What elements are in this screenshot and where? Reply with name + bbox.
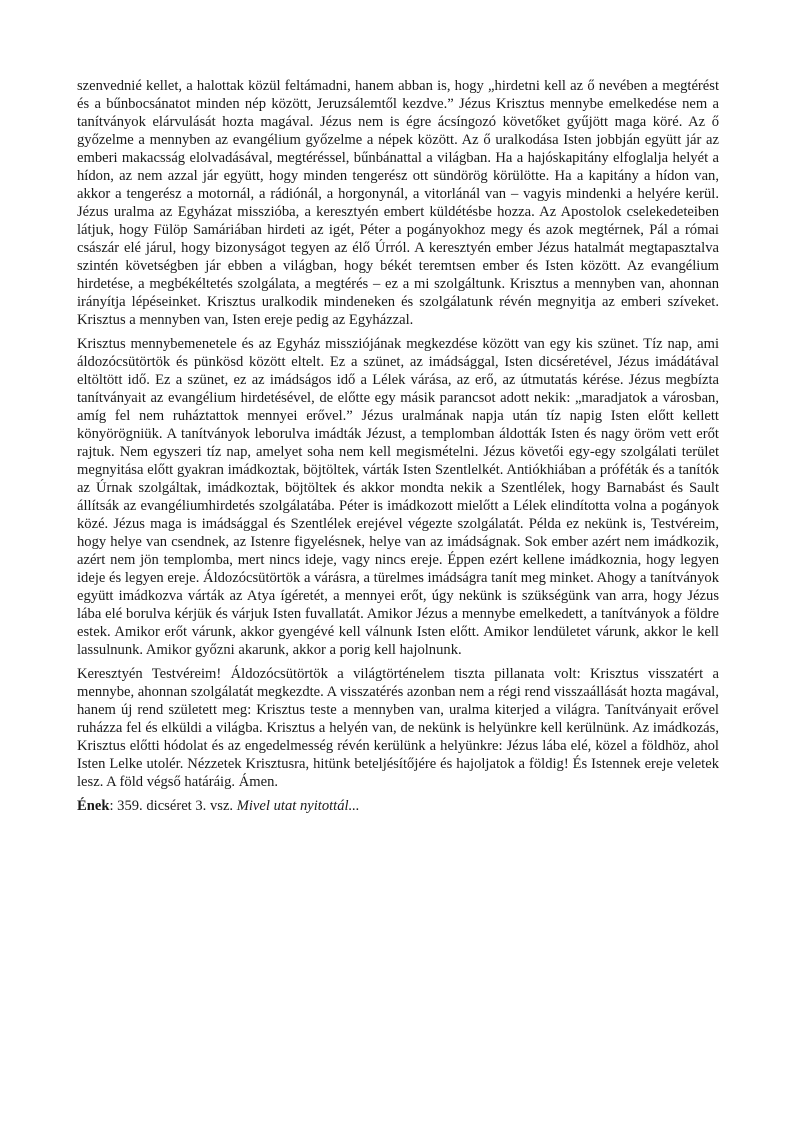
paragraph-pause-prayer: Krisztus mennybemenetele és az Egyház missziójának megkezdése között van egy kis szünet. Tíz nap, ami áldozócsütörtök és pünkösd között eltelt. Ez a szünet, az imádsággal, Isten dicséretével, Jézus imádátával eltöltött idő. Ez a szünet, ez az imádságos idő a Lélek várása, az erő, az útmutatás kérése. Jézus megbízta tanítványait az evangélium hirdetésével, de előtte egy másik parancsot adott nekik: „maradjatok a városban, amíg fel nem ruháztattok mennyei erővel.” Jézus uralmának napja után tíz napig Isten előtt kellett könyörögniük. A tanítványok leborulva imádták Jézust, a templomban áldották Isten és nagy öröm vett erőt rajtuk. Nem egyszeri tíz nap, amelyet soha nem kell megismételni. Jézus követői egy-egy szolgálati terület megnyitása előtt gyakran imádkoztak, böjtöltek, várták Isten Szentlelkét. Antiókhiában a próféták és a tanítók az Úrnak szolgáltak, imádkoztak, böjtöltek és akkor mondta nekik a Szentlélek, hogy Barnabást és Sault állítsák az evangéliumhirdetés szolgálatába. Péter is imádkozott mielőtt a Lélek elindította volna a pogányok közé. Jézus maga is imádsággal és Szentlélek erejével végezte szolgálatát. Példa ez nekünk is, Testvéreim, hogy helye van csendnek, az Istenre figyelésnek, helye van az imádságnak. Sok ember azért nem imádkozik, azért nem jön templomba, mert nincs ideje, vagy nincs ereje. Éppen ezért kellene imádkoznia, hogy legyen ideje és legyen ereje. Áldozócsütörtök a várásra, a türelmes imádságra tanít meg minket. Ahogy a tanítványok együtt imádkozva várták az Atya ígéretét, a mennyei erőt, úgy nekünk is szükségünk van arra, hogy Jézus lába elé borulva kérjük és várjuk Isten fuvallatát. Amikor Jézus a mennybe emelkedett, a tanítványok a földre estek. Amikor erőt várunk, akkor gyengévé kell válnunk Isten előtt. Amikor lendületet várunk, akkor le kell lassulnunk. Amikor győzni akarunk, akkor a porig kell hajolnunk. <box>77 336 719 658</box>
paragraph-conclusion: Keresztyén Testvéreim! Áldozócsütörtök a világtörténelem tiszta pillanata volt: Krisztus visszatért a mennybe, ahonnan szolgálatát megkezdte. A visszatérés azonban nem a régi rend visszaállását hozta magával, hanem új rend született meg: Krisztus teste a mennyben van, uralma kiterjed a világra. Tanítványait erővel ruházza fel és elküldi a világba. Krisztus a helyén van, de nekünk is helyünkre kell kerülnünk. Az imádkozás, Krisztus előtti hódolat és az engedelmesség révén kerülünk a helyünkre: Jézus lába elé, közel a földhöz, ahol Isten Lelke utolér. Nézzetek Krisztusra, hitünk beteljésítőjére és hajoljatok a földig! És Istennek ereje veletek lesz. A föld végső határáig. Ámen. <box>77 666 719 790</box>
document-page <box>77 77 719 815</box>
paragraph-ascension-mission: szenvednié kellet, a halottak közül feltámadni, hanem abban is, hogy „hirdetni kell az ő nevében a megtérést és a bűnbocsánatot minden nép között, Jeruzsálemtől kezdve.” Jézus Krisztus mennybe emelkedése nem a tanítványok elárvulását hozta magával. Jézus nem is égre ácsíngozó követőket gyűjött maga köré. Az ő győzelme a mennyben az evangélium győzelme a népek között. Az ő uralkodása Isten jobbján együtt jár az emberi makacsság elolvadásával, megtéréssel, bűnbánattal a világban. Ha a hajóskapitány elfoglalja helyét a hídon, az nem azzal jár együtt, hogy minden tengerész ott sündörög körülötte. Ha a kapitány a hídon van, akkor a tengerész a motornál, a rádiónál, a horgonynál, a vitorlánál van – vagyis mindenki a helyére kerül. Jézus uralma az Egyházat misszióba, a keresztyén embert küldétésbe hozza. Az Apostolok cselekedeteiben látjuk, hogy Fülöp Samáriában hirdeti az igét, Péter a pogányokhoz megy és azok megtérnek, Pál a római császár elé járul, hogy bizonyságot tegyen az élő Úrról. A keresztyén ember Jézus hatalmát megtapasztalva szintén követségben jár ebben a világban, hogy békét teremtsen ember és Isten között. Az evangélium hirdetése, a megbékéltetés szolgálata, a megtérés – ez a mi szolgáltunk. Krisztus a mennyben van, ahonnan irányítja lépéseinket. Krisztus uralkodik mindeneken és szolgálatunk révén megnyitja az emberi szíveket. Krisztus a mennyben van, Isten ereje pedig az Egyházzal. <box>77 78 719 328</box>
song-reference: : 359. dicséret 3. vsz. <box>109 798 237 814</box>
song-label: Ének <box>77 798 110 814</box>
song-title: Mivel utat nyitottál... <box>236 798 360 814</box>
song-line <box>77 797 719 815</box>
